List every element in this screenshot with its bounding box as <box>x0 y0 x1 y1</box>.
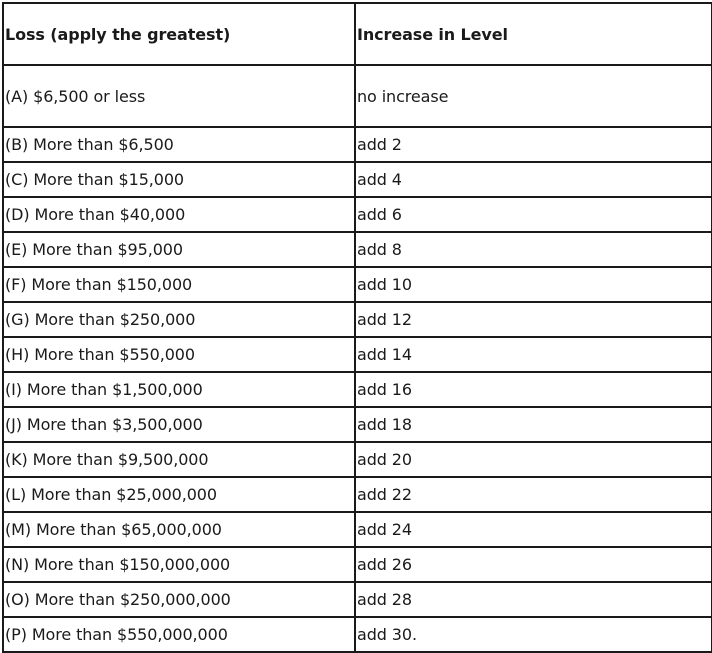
loss-cell: (B) More than $6,500 <box>3 127 355 162</box>
table-row <box>3 442 712 477</box>
loss-cell: (H) More than $550,000 <box>3 337 355 372</box>
increase-cell: add 10 <box>355 267 712 302</box>
table-row <box>3 407 712 442</box>
increase-cell: add 22 <box>355 477 712 512</box>
increase-cell: add 30. <box>355 617 712 652</box>
loss-table <box>2 2 712 653</box>
loss-cell: (C) More than $15,000 <box>3 162 355 197</box>
loss-cell: (N) More than $150,000,000 <box>3 547 355 582</box>
loss-cell: (F) More than $150,000 <box>3 267 355 302</box>
increase-cell: add 16 <box>355 372 712 407</box>
increase-cell: add 18 <box>355 407 712 442</box>
loss-cell: (A) $6,500 or less <box>3 65 355 127</box>
increase-cell: add 4 <box>355 162 712 197</box>
table-row <box>3 547 712 582</box>
loss-cell: (P) More than $550,000,000 <box>3 617 355 652</box>
increase-cell: add 8 <box>355 232 712 267</box>
increase-cell: add 14 <box>355 337 712 372</box>
table-row <box>3 582 712 617</box>
table-row <box>3 337 712 372</box>
table-row <box>3 232 712 267</box>
table-row <box>3 127 712 162</box>
loss-cell: (I) More than $1,500,000 <box>3 372 355 407</box>
loss-cell: (E) More than $95,000 <box>3 232 355 267</box>
loss-cell: (J) More than $3,500,000 <box>3 407 355 442</box>
header-increase-in-level: Increase in Level <box>355 3 712 65</box>
loss-cell: (O) More than $250,000,000 <box>3 582 355 617</box>
increase-cell: add 28 <box>355 582 712 617</box>
loss-cell: (L) More than $25,000,000 <box>3 477 355 512</box>
loss-cell: (K) More than $9,500,000 <box>3 442 355 477</box>
table-row <box>3 512 712 547</box>
loss-cell: (G) More than $250,000 <box>3 302 355 337</box>
loss-cell: (D) More than $40,000 <box>3 197 355 232</box>
loss-cell: (M) More than $65,000,000 <box>3 512 355 547</box>
increase-cell: add 26 <box>355 547 712 582</box>
increase-cell: no increase <box>355 65 712 127</box>
increase-cell: add 24 <box>355 512 712 547</box>
increase-cell: add 20 <box>355 442 712 477</box>
table-row <box>3 267 712 302</box>
header-loss: Loss (apply the greatest) <box>3 3 355 65</box>
increase-cell: add 2 <box>355 127 712 162</box>
increase-cell: add 12 <box>355 302 712 337</box>
increase-cell: add 6 <box>355 197 712 232</box>
table-row <box>3 162 712 197</box>
table-row <box>3 477 712 512</box>
table-row <box>3 372 712 407</box>
table-row <box>3 302 712 337</box>
table-header-row <box>3 3 712 65</box>
table-row <box>3 617 712 652</box>
table-row <box>3 197 712 232</box>
table-row <box>3 65 712 127</box>
